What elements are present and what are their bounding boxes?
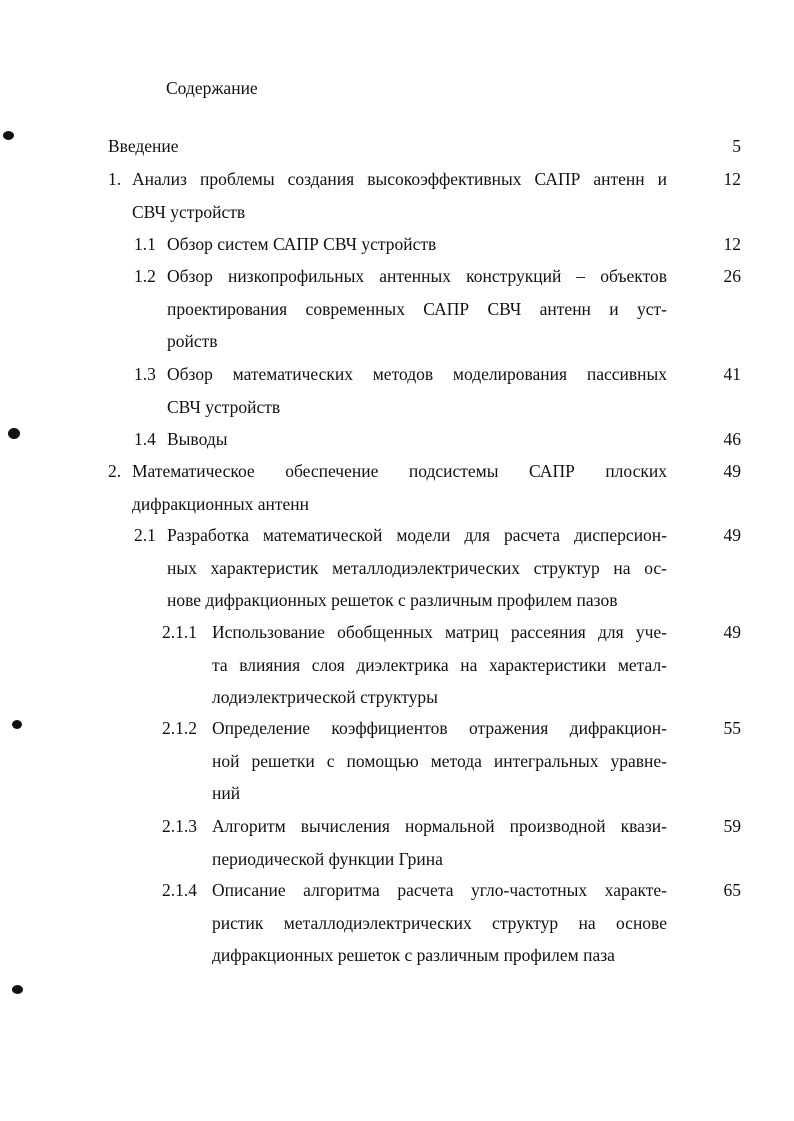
- toc-entry-title: Обзор низкопрофильных антенных конструкций – объектов проектирования современных САПР СВЧ антенн и уст- ройств: [167, 266, 667, 351]
- toc-entry-section-1-2[interactable]: [134, 260, 668, 358]
- toc-entry-page: 12: [723, 169, 741, 189]
- toc-entry-number: 1.: [108, 169, 122, 189]
- toc-entry-title: Введение: [108, 136, 179, 156]
- toc-entry-title: Анализ проблемы создания высокоэффективных САПР антенн и СВЧ устройств: [132, 169, 667, 222]
- toc-entry-number: 1.3: [134, 364, 156, 384]
- toc-entry-subsection-2-1-2[interactable]: [162, 712, 668, 810]
- toc-entry-page: 12: [723, 234, 741, 254]
- toc-entry-number: 2.1: [134, 525, 156, 545]
- toc-entry-title: Обзор систем САПР СВЧ устройств: [167, 234, 437, 254]
- toc-entry-page: 41: [723, 364, 741, 384]
- toc-entry-title: Математическое обеспечение подсистемы САПР плоских дифракционных антенн: [132, 461, 667, 514]
- toc-entry-chapter-2[interactable]: [108, 455, 668, 520]
- toc-entry-page: 49: [723, 622, 741, 642]
- toc-entry-title: Описание алгоритма расчета угло-частотных характе- ристик металлодиэлектрических структур на основе дифракционных решеток с различным профилем паза: [212, 880, 667, 965]
- toc-entry-subsection-2-1-3[interactable]: [162, 810, 668, 875]
- toc-entry-number: 2.1.1: [162, 622, 197, 642]
- toc-entry-page: 49: [723, 525, 741, 545]
- toc-entry-number: 2.: [108, 461, 122, 481]
- toc-entry-page: 26: [723, 266, 741, 286]
- toc-entry-number: 1.1: [134, 234, 156, 254]
- toc-entry-number: 2.1.3: [162, 816, 197, 836]
- toc-entry-title: Алгоритм вычисления нормальной производной квази- периодической функции Грина: [212, 816, 667, 869]
- scan-speck: [12, 985, 23, 994]
- toc-entry-subsection-2-1-1[interactable]: [162, 616, 668, 714]
- toc-entry-page: 55: [723, 718, 741, 738]
- toc-entry-subsection-2-1-4[interactable]: [162, 874, 668, 972]
- toc-entry-section-2-1[interactable]: [134, 519, 668, 617]
- toc-entry-section-1-3[interactable]: [134, 358, 668, 423]
- toc-entry-page: 46: [723, 429, 741, 449]
- toc-entry-number: 2.1.2: [162, 718, 197, 738]
- scan-speck: [3, 131, 14, 140]
- scan-speck: [8, 428, 20, 439]
- toc-entry-title: Выводы: [167, 429, 228, 449]
- toc-entry-number: 2.1.4: [162, 880, 197, 900]
- toc-entry-page: 5: [732, 136, 741, 156]
- toc-entry-title: Определение коэффициентов отражения дифракцион- ной решетки с помощью метода интегральных уравне- ний: [212, 718, 667, 803]
- toc-entry-chapter-1[interactable]: [108, 163, 668, 228]
- toc-entry-title: Обзор математических методов моделирования пассивных СВЧ устройств: [167, 364, 667, 417]
- toc-entry-number: 1.4: [134, 429, 156, 449]
- toc-entry-number: 1.2: [134, 266, 156, 286]
- toc-entry-title: Использование обобщенных матриц рассеяния для уче- та влияния слоя диэлектрика на характеристики метал- лодиэлектрической структуры: [212, 622, 667, 707]
- toc-entry-page: 49: [723, 461, 741, 481]
- toc-entry-section-1-4[interactable]: [134, 423, 668, 456]
- toc-entry-section-1-1[interactable]: [134, 228, 668, 261]
- scan-speck: [12, 720, 22, 729]
- toc-entry-introduction[interactable]: [108, 130, 741, 163]
- toc-entry-title: Разработка математической модели для расчета дисперсион- ных характеристик металлодиэлектрических структур на ос- нове дифракционных решеток с различным профилем пазов: [167, 525, 667, 610]
- page-heading: Содержание: [166, 78, 258, 98]
- toc-entry-page: 65: [723, 880, 741, 900]
- toc-entry-page: 59: [723, 816, 741, 836]
